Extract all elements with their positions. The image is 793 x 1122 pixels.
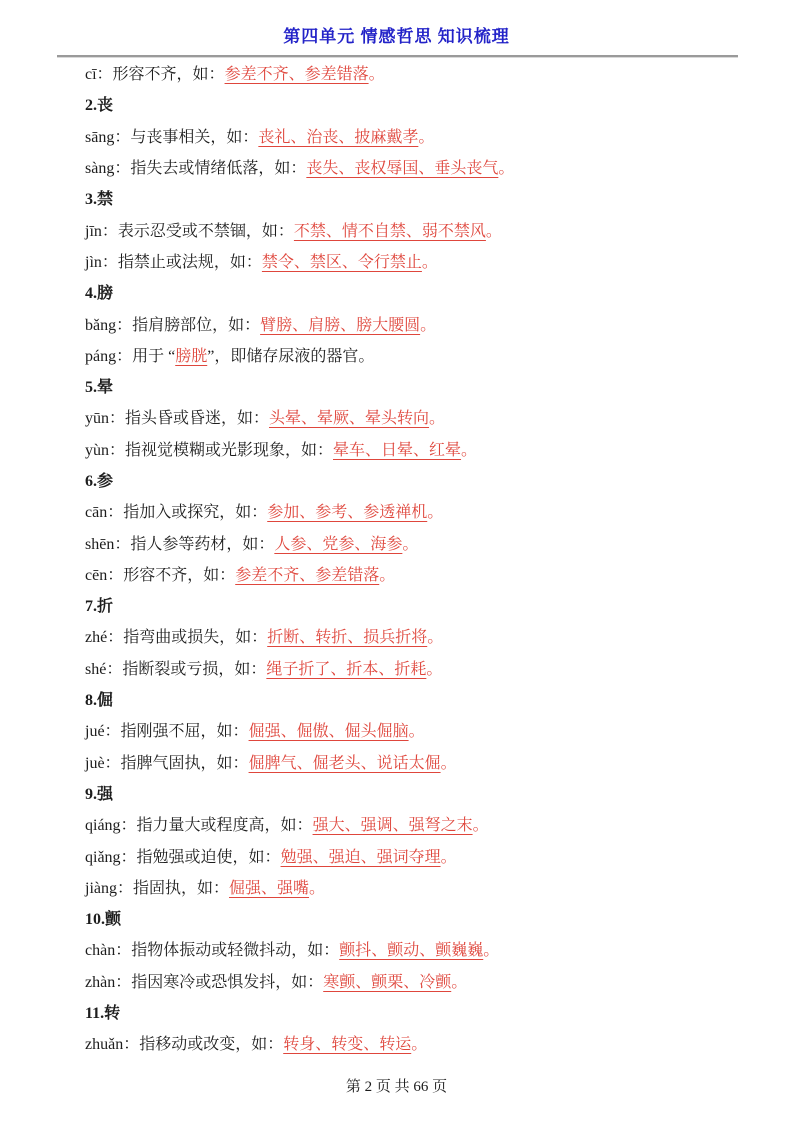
entry-text: shēn：指人参等药材，如： [85, 535, 275, 553]
entry-line [85, 871, 755, 902]
section-heading [85, 777, 755, 808]
example-words-red: 勉强、强迫、强词夺理 [280, 848, 441, 866]
entry-text: zhàn：指因寒冷或恐惧发抖，如： [85, 973, 324, 991]
example-words-red: 丧失、丧权辱国、垂头丧气 [306, 160, 499, 178]
entry-text: 。 [440, 848, 457, 866]
entry-text: qiǎng：指勉强或迫使，如： [85, 848, 281, 866]
entry-text: 。 [429, 410, 446, 428]
entry-text: 。 [472, 817, 489, 835]
example-words-red: 折断、转折、损兵折将 [267, 629, 428, 647]
entry-text: jué：指刚强不屈，如： [85, 723, 249, 741]
section-heading [85, 276, 755, 307]
entry-text: jiàng：指固执，如： [85, 879, 229, 897]
example-words-red: 颤抖、颤动、颤巍巍 [339, 942, 484, 960]
entry-text: zhé：指弯曲或损失，如： [85, 629, 268, 647]
entry-line [85, 965, 755, 996]
entry-text: 。 [368, 66, 385, 84]
entry-line [85, 714, 755, 745]
entry-line [85, 558, 755, 589]
entry-text: 。 [485, 222, 502, 240]
example-words-red: 人参、党参、海参 [274, 535, 403, 553]
entry-text: 。 [426, 660, 443, 678]
entry-line [85, 526, 755, 557]
entry-line [85, 652, 755, 683]
entry-text: yūn：指头昏或昏迷，如： [85, 410, 270, 428]
entry-text: 。 [420, 316, 437, 334]
section-heading [85, 996, 755, 1027]
example-words-red: 参加、参考、参透禅机 [267, 504, 428, 522]
section-heading [85, 182, 755, 213]
entry-line [85, 307, 755, 338]
entry-text: chàn：指物体振动或轻微抖动，如： [85, 942, 340, 960]
example-words-red: 倔强、强嘴 [229, 879, 310, 897]
entry-text: 。 [418, 128, 435, 146]
entry-line [85, 495, 755, 526]
entry-line [85, 808, 755, 839]
entry-line [85, 245, 755, 276]
footer-page-number: 第 2 页 共 66 页 [345, 1079, 448, 1095]
example-words-red: 晕车、日晕、红晕 [333, 441, 462, 459]
example-words-red: 强大、强调、强弩之末 [312, 817, 473, 835]
entry-text: bǎng：指肩膀部位，如： [85, 316, 261, 334]
entry-line [85, 839, 755, 870]
entry-text: 。 [408, 723, 425, 741]
entry-text: juè：指脾气固执，如： [85, 754, 249, 772]
section-heading [85, 88, 755, 119]
entry-line [85, 57, 755, 88]
heading-text: 5.晕 [85, 379, 114, 397]
entry-text: shé：指断裂或亏损，如： [85, 660, 267, 678]
entry-text: 。 [483, 942, 500, 960]
example-words-red: 头晕、晕厥、晕头转向 [269, 410, 430, 428]
heading-text: 4.膀 [85, 285, 114, 303]
heading-text: 8.倔 [85, 692, 114, 710]
entry-text: 。 [379, 566, 396, 584]
entry-text: 。 [440, 754, 457, 772]
entry-text: 。 [421, 253, 438, 271]
entry-text: jìn：指禁止或法规，如： [85, 253, 262, 271]
section-heading [85, 370, 755, 401]
entry-text: páng：用于 “ [85, 347, 176, 365]
entry-text: 。 [427, 629, 444, 647]
section-heading [85, 464, 755, 495]
page-title: 第四单元 情感哲思 知识梳理 [283, 27, 510, 46]
example-words-red: 转身、转变、转运 [283, 1036, 412, 1054]
entry-line [85, 1027, 755, 1058]
entry-line [85, 620, 755, 651]
heading-text: 9.强 [85, 785, 114, 803]
entry-line [85, 120, 755, 151]
heading-text: 6.参 [85, 473, 114, 490]
example-words-red: 倔强、倔傲、倔头倔脑 [248, 723, 409, 741]
heading-text: 11.转 [85, 1005, 121, 1023]
example-words-red: 不禁、情不自禁、弱不禁风 [293, 222, 486, 240]
entry-line [85, 339, 755, 370]
example-words-red: 寒颤、颤栗、冷颤 [323, 973, 452, 991]
entry-text: sàng：指失去或情绪低落，如： [85, 160, 307, 178]
entry-text: 。 [451, 973, 468, 991]
section-heading [85, 683, 755, 714]
entry-line [85, 213, 755, 244]
example-words-red: 倔脾气、倔老头、说话太倔 [248, 754, 441, 772]
entry-text: 。 [498, 160, 515, 178]
entry-line [85, 746, 755, 777]
entry-text: 。 [427, 504, 444, 522]
entry-text: jīn：表示忍受或不禁锢，如： [85, 222, 294, 240]
entry-text: zhuǎn：指移动或改变，如： [85, 1036, 284, 1054]
section-heading [85, 902, 755, 933]
entry-text: sāng：与丧事相关，如： [85, 128, 259, 146]
entry-text: yùn：指视觉模糊或光影现象，如： [85, 441, 334, 459]
entry-text: cēn：形容不齐，如： [85, 566, 236, 584]
entry-line [85, 151, 755, 182]
entry-line [85, 433, 755, 464]
entry-line [85, 933, 755, 964]
entry-text: qiáng：指力量大或程度高，如： [85, 817, 313, 835]
example-words-red: 参差不齐、参差错落 [224, 66, 369, 84]
example-words-red: 参差不齐、参差错落 [235, 566, 380, 584]
example-words-red: 丧礼、治丧、披麻戴孝 [258, 128, 419, 146]
entry-text: cān：指加入或探究，如： [85, 504, 268, 522]
entry-text: 。 [461, 441, 478, 459]
entry-text: cī：形容不齐，如： [85, 66, 225, 84]
example-words-red: 膀胱 [175, 347, 208, 365]
heading-text: 7.折 [85, 598, 114, 616]
entry-text: ”，即储存尿液的器官。 [207, 347, 375, 365]
example-words-red: 绳子折了、折本、折耗 [266, 660, 427, 678]
entry-line [85, 401, 755, 432]
example-words-red: 禁令、禁区、令行禁止 [261, 253, 422, 271]
heading-text: 10.颤 [85, 911, 122, 929]
entry-text: 。 [402, 535, 419, 553]
entry-text: 。 [309, 879, 326, 897]
entry-text: 。 [411, 1036, 428, 1054]
heading-text: 2.丧 [85, 97, 114, 115]
heading-text: 3.禁 [85, 191, 114, 209]
document-body [85, 57, 755, 1059]
example-words-red: 臂膀、肩膀、膀大腰圆 [260, 316, 421, 334]
section-heading [85, 589, 755, 620]
